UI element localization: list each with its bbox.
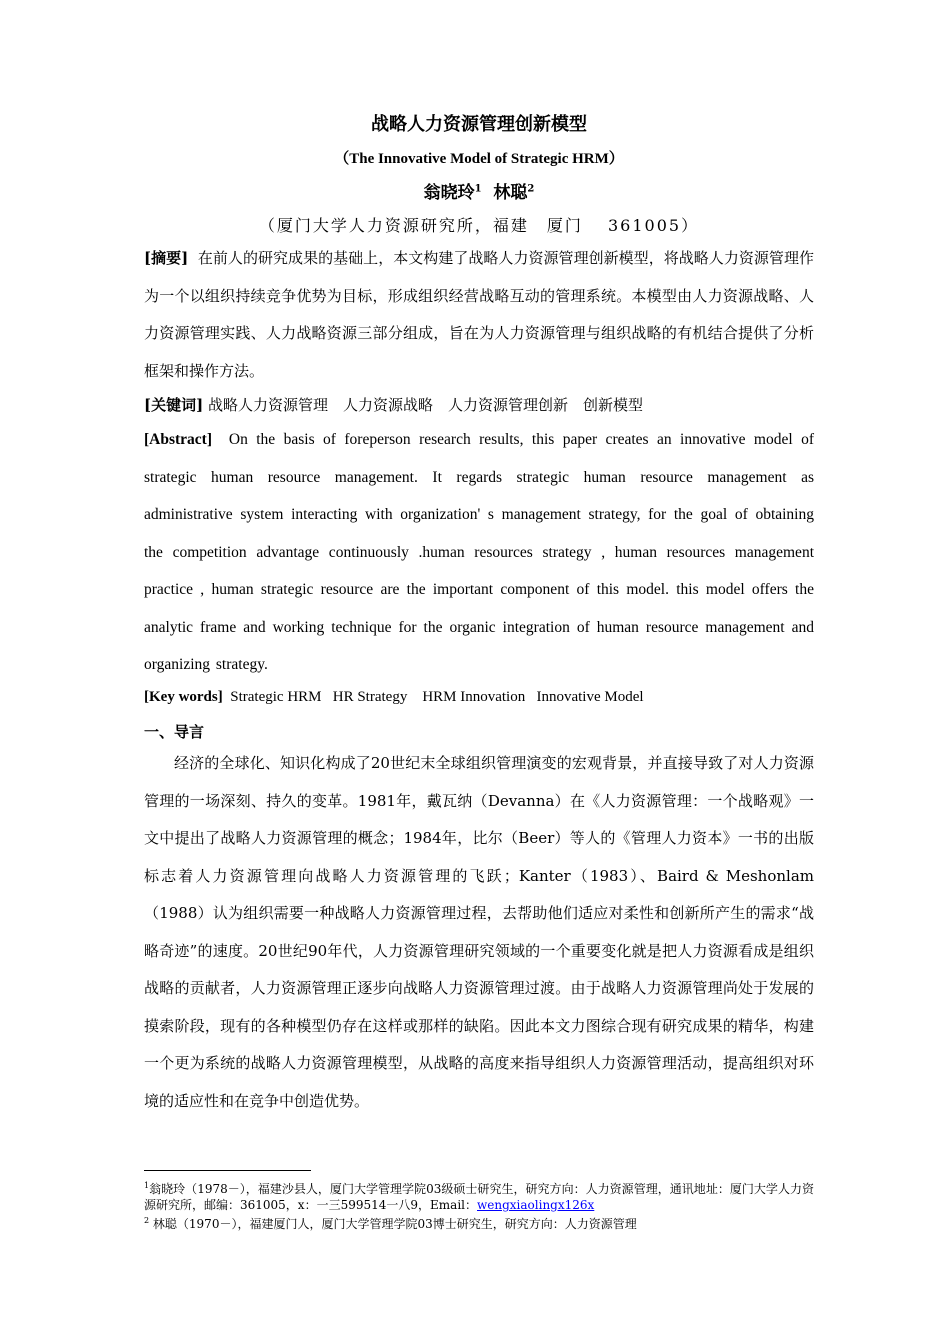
- keywords-cn: [144, 388, 814, 422]
- author-1-footnote-mark: 1: [474, 183, 482, 195]
- footnote-1-mark: 1: [144, 1181, 150, 1190]
- keywords-en-text: Strategic HRM HR Strategy HRM Innovation Innovative Model: [230, 689, 644, 705]
- keywords-cn-label: [关键词]: [144, 396, 204, 414]
- footnote-2-mark: 2: [144, 1216, 150, 1225]
- affiliation: （厦门大学人力资源研究所，福建 厦门 361005）: [258, 216, 700, 235]
- author-1-name: 翁晓玲: [423, 183, 475, 203]
- introduction-body: 经济的全球化、知识化构成了20世纪末全球组织管理演变的宏观背景，并直接导致了对人力资源管理的一场深刻、持久的变革。1981年，戴瓦纳（Devanna）在《人力资源管理：一个战略观》一文中提出了战略人力资源管理的概念；1984年，比尔（Beer）等人的《管理人力资本》一书的出版标志着人力资源管理向战略人力资源管理的飞跃；Kanter（1983）、Baird & Meshonlam（1988）认为组织需要一种战略人力资源管理过程，去帮助他们适应对柔性和创新所产生的需求“战略奇迹”的速度。20世纪90年代，人力资源管理研究领域的一个重要变化就是把人力资源看成是组织战略的贡献者，人力资源管理正逐步向战略人力资源管理过渡。由于战略人力资源管理尚处于发展的摸索阶段，现有的各种模型仍存在这样或那样的缺陷。因此本文力图综合现有研究成果的精华，构建一个更为系统的战略人力资源管理模型，从战略的高度来指导组织人力资源管理活动，提高组织对环境的适应性和在竞争中创造优势。: [144, 754, 814, 1110]
- keywords-cn-text: 战略人力资源管理 人力资源战略 人力资源管理创新 创新模型: [207, 396, 643, 414]
- footnote-2-text: 林聪（1970－），福建厦门人，厦门大学管理学院03博士研究生，研究方向：人力资源管理: [149, 1217, 637, 1231]
- author-2-name: 林聪: [493, 183, 528, 203]
- abstract-cn-label: [摘要]: [144, 249, 189, 267]
- abstract-cn: [144, 240, 814, 390]
- keywords-en: [144, 681, 814, 713]
- abstract-cn-text: 在前人的研究成果的基础上，本文构建了战略人力资源管理创新模型，将战略人力资源管理作为一个以组织持续竞争优势为目标，形成组织经营战略互动的管理系统。本模型由人力资源战略、人力资源管理实践、人力战略资源三部分组成，旨在为人力资源管理与组织战略的有机结合提供了分析框架和操作方法。: [144, 249, 814, 380]
- section-heading-introduction: 一、导言: [144, 723, 205, 741]
- footnotes: [144, 1178, 814, 1232]
- abstract-en-text: On the basis of foreperson research results, this paper creates an innovative model of strategic human resource management. It regards strategic human resource management as administrative system interacting with organization' s management strategy, for the goal of obtaining the competition advantage continuously .human resources strategy , human resources management practice , human strategic resource are the important component of this model. this model offers the analytic frame and working technique for the organic integration of human resource management and organizing strategy.: [144, 431, 814, 673]
- footnote-1: [144, 1178, 814, 1213]
- paper-subtitle: （The Innovative Model of Strategic HRM）: [334, 151, 624, 167]
- keywords-en-label: [Key words]: [144, 689, 223, 705]
- abstract-en-label: [Abstract]: [144, 431, 213, 448]
- footnote-separator: [144, 1170, 311, 1171]
- footnote-1-text: 翁晓玲（1978－），福建沙县人，厦门大学管理学院03级硕士研究生，研究方向：人力资源管理，通讯地址：厦门大学人力资源研究所，邮编：361005，x：一三599514一八9，Email：: [144, 1182, 814, 1212]
- author-2-footnote-mark: 2: [527, 183, 535, 195]
- footnote-2: [144, 1213, 814, 1232]
- footnote-1-email-link[interactable]: wengxiaolingx126x: [477, 1198, 595, 1212]
- paper-title: 战略人力资源管理创新模型: [371, 114, 587, 135]
- abstract-en: [144, 421, 814, 684]
- author-line: [144, 178, 814, 203]
